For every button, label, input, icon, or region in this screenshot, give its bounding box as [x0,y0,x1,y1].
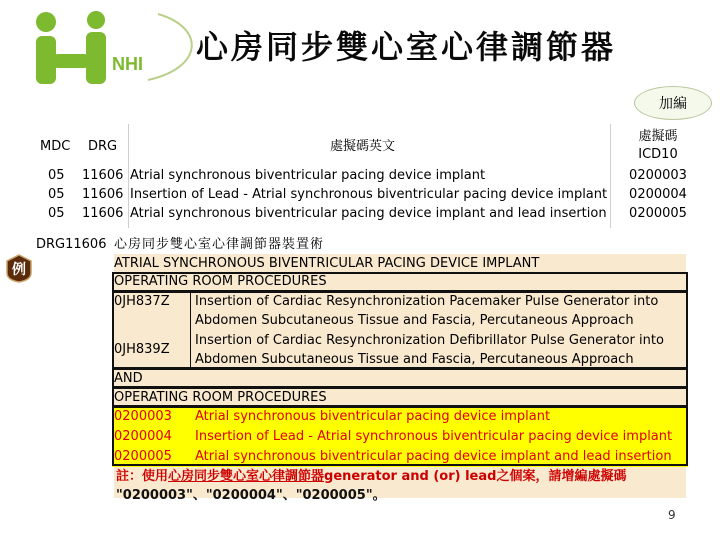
table-divider [128,124,129,228]
header-icd10: ICD10 [638,147,678,162]
row-code: 0200005 [629,206,687,221]
drg-title-zh: 心房同步雙心室心律調節器裝置術 [114,237,325,252]
item-code: 0200005 [114,449,172,464]
row-drg: 11606 [82,168,124,183]
note-device: 心房同步雙心室心律調節器 [168,469,325,484]
item-desc: Atrial synchronous biventricular pacing device implant [195,409,551,424]
svg-text:例: 例 [12,262,26,278]
item-desc: Atrial synchronous biventricular pacing device implant and lead insertion [195,449,672,464]
row-drg: 11606 [82,187,124,202]
note-suffix: generator and (or) lead之個案，請增編處擬碼 [324,469,627,484]
header-mdc: MDC [40,139,71,154]
page-number: 9 [668,508,676,522]
row-desc: Atrial synchronous biventricular pacing device implant and lead insertion [130,206,607,221]
row-mdc: 05 [48,168,65,183]
logo-text: NHI [112,54,143,74]
and-frame [112,368,688,388]
proc2-code: 0JH839Z [114,342,170,357]
and-label: AND [114,371,143,386]
row-desc: Insertion of Lead - Atrial synchronous biventricular pacing device implant [130,187,608,202]
note-prefix: 註：使用 [116,469,169,484]
drg-heading: DRG11606 [36,237,107,252]
header-drg: DRG [88,139,118,154]
item-desc: Insertion of Lead - Atrial synchronous biventricular pacing device implant [195,429,673,444]
example-marker-icon [4,253,34,283]
row-code: 0200004 [629,187,687,202]
row-mdc: 05 [48,187,65,202]
table-divider [610,124,611,228]
row-drg: 11606 [82,206,124,221]
item-code: 0200003 [114,409,172,424]
header-code: 處擬碼 [638,129,678,144]
section2-label: OPERATING ROOM PROCEDURES [114,390,327,405]
row-code: 0200003 [629,168,687,183]
proc1-desc: Insertion of Cardiac Resynchronization Pacemaker Pulse Generator into [195,294,659,309]
proc2-desc: Insertion of Cardiac Resynchronization Defibrillator Pulse Generator into [195,333,664,348]
drg-title-en: ATRIAL SYNCHRONOUS BIVENTRICULAR PACING DEVICE IMPLANT [114,256,540,271]
nhi-logo [28,8,208,88]
note-line [116,467,626,486]
row-mdc: 05 [48,206,65,221]
proc2-desc-cont: Abdomen Subcutaneous Tissue and Fascia, Percutaneous Approach [195,352,634,367]
header-desc: 處擬碼英文 [330,139,396,154]
page-title: 心房同步雙心室心律調節器 [196,28,617,66]
proc1-code: 0JH837Z [114,294,170,309]
note-codes: "0200003"、"0200004"、"0200005"。 [116,488,386,503]
item-code: 0200004 [114,429,172,444]
proc1-desc-cont: Abdomen Subcutaneous Tissue and Fascia, Percutaneous Approach [195,313,634,328]
add-code-badge: 加編 [634,86,712,120]
section1-label: OPERATING ROOM PROCEDURES [114,274,327,289]
row-desc: Atrial synchronous biventricular pacing device implant [130,168,486,183]
